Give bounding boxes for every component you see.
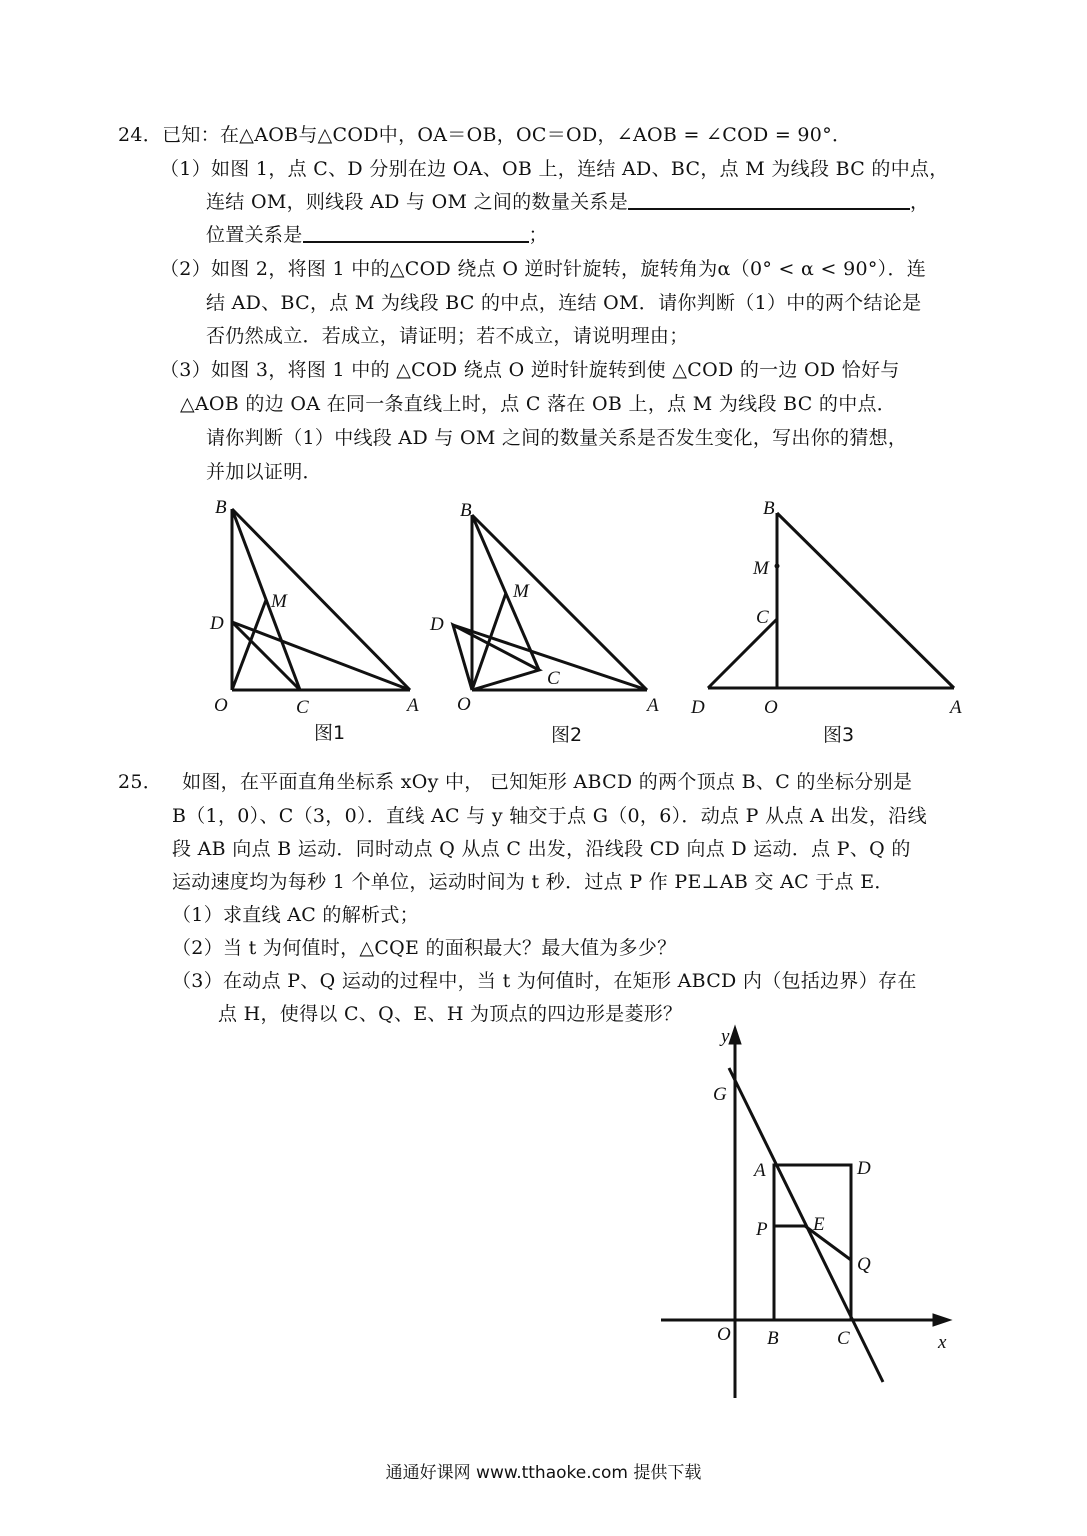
q25-part1: （1）求直线 AC 的解析式；: [172, 904, 419, 926]
page-footer: 通通好课网 www.tthaoke.com 提供下载: [385, 1463, 702, 1483]
label-G: G: [713, 1084, 727, 1105]
label-E: E: [813, 1214, 825, 1235]
segment-BC: [472, 515, 539, 670]
q24-stem-text: 已知：在△AOB与△COD中，OA＝OB，OC＝OD，∠AOB = ∠COD = 90°．: [162, 124, 852, 146]
figure-1: [200, 495, 440, 720]
label-M: M: [513, 581, 529, 602]
figure-2-caption: 图2: [551, 724, 583, 746]
label-Q: Q: [857, 1254, 871, 1275]
q25-line1-text: 如图，在平面直角坐标系 xOy 中， 已知矩形 ABCD 的两个顶点 B、C 的坐标分别是: [182, 771, 913, 793]
answer-blank-position[interactable]: [303, 223, 529, 243]
q24-part2-line1: （2）如图 2，将图 1 中的△COD 绕点 O 逆时针旋转，旋转角为α（0° < α < 90°）．连: [160, 258, 927, 280]
q24-part1-line3-end: ；: [528, 224, 548, 246]
q24-number: 24．: [118, 124, 163, 146]
label-y: y: [721, 1026, 730, 1047]
q25-line2: B（1，0）、C（3，0）．直线 AC 与 y 轴交于点 G（0，6）．动点 P 从点 A 出发，沿线: [172, 805, 927, 827]
triangle-COD: [453, 625, 539, 690]
q24-part1-line1: （1）如图 1，点 C、D 分别在边 OA、OB 上，连结 AD、BC，点 M 为线段 BC 的中点，: [160, 158, 949, 180]
figure-3: [688, 495, 978, 720]
segment-OM: [232, 600, 266, 690]
y-axis-arrow: [729, 1026, 741, 1044]
q25-line3: 段 AB 向点 B 运动．同时动点 Q 从点 C 出发，沿线段 CD 向点 D 运动．点 P、Q 的: [172, 838, 911, 860]
q24-part3-line2: △AOB 的边 OA 在同一条直线上时，点 C 落在 OB 上，点 M 为线段 BC 的中点．: [180, 393, 897, 415]
q24-part3-line1: （3）如图 3，将图 1 中的 △COD 绕点 O 逆时针旋转到使 △COD 的一边 OD 恰好与: [160, 359, 900, 381]
figure-1-caption: 图1: [314, 722, 346, 744]
label-P: P: [756, 1219, 768, 1240]
segment-CD: [232, 622, 300, 690]
label-B: B: [460, 500, 472, 521]
q24-part2-line2: 结 AD、BC，点 M 为线段 BC 的中点，连结 OM．请你判断（1）中的两个结论是: [206, 292, 922, 314]
label-A: A: [647, 695, 659, 716]
label-C: C: [837, 1328, 850, 1349]
q25-line1: [118, 769, 912, 795]
label-C: C: [756, 607, 769, 628]
q24-stem: [118, 122, 851, 148]
answer-blank-quantity[interactable]: [628, 190, 910, 210]
q24-part1-line2-end: ，: [910, 191, 930, 213]
q25-part3-line2: 点 H，使得以 C、Q、E、H 为顶点的四边形是菱形？: [218, 1003, 683, 1025]
label-D: D: [857, 1158, 871, 1179]
label-M: M: [271, 591, 287, 612]
label-A: A: [950, 697, 962, 718]
segment-CD: [708, 619, 777, 688]
segment-AB: [472, 515, 647, 690]
label-D: D: [430, 614, 444, 635]
q25-part3-line1: （3）在动点 P、Q 运动的过程中，当 t 为何值时，在矩形 ABCD 内（包括边界）存在: [172, 970, 917, 992]
label-M: M: [753, 558, 769, 579]
label-O: O: [717, 1324, 731, 1345]
label-A: A: [407, 695, 419, 716]
segment-AB: [232, 509, 410, 690]
label-O: O: [214, 695, 228, 716]
q24-part1-line2: [206, 189, 929, 215]
q24-part3-line3: 请你判断（1）中线段 AD 与 OM 之间的数量关系是否发生变化，写出你的猜想，: [206, 427, 908, 449]
label-O: O: [764, 697, 778, 718]
segment-AD: [232, 622, 410, 690]
label-B: B: [767, 1328, 779, 1349]
coordinate-figure: [655, 1020, 975, 1405]
q24-part3-line4: 并加以证明．: [206, 461, 322, 483]
q24-part1-line3-text: 位置关系是: [206, 224, 303, 246]
point-M: [775, 564, 780, 569]
figure-3-caption: 图3: [823, 724, 855, 746]
segment-EQ: [805, 1226, 851, 1260]
q25-number: 25．: [118, 771, 163, 793]
label-x: x: [938, 1332, 947, 1353]
rectangle-ABCD: [774, 1165, 851, 1320]
label-A: A: [754, 1160, 766, 1181]
label-B: B: [763, 498, 775, 519]
figure-2: [425, 495, 675, 720]
x-axis-arrow: [933, 1314, 951, 1326]
label-B: B: [215, 497, 227, 518]
q24-part1-line2-text: 连结 OM，则线段 AD 与 OM 之间的数量关系是: [206, 191, 629, 213]
label-D: D: [691, 697, 705, 718]
label-O: O: [457, 694, 471, 715]
q24-part1-line3: [206, 222, 548, 248]
q25-part2: （2）当 t 为何值时，△CQE 的面积最大？最大值为多少？: [172, 937, 677, 959]
label-C: C: [547, 668, 560, 689]
label-C: C: [296, 697, 309, 718]
label-D: D: [210, 613, 224, 634]
q25-line4: 运动速度均为每秒 1 个单位，运动时间为 t 秒．过点 P 作 PE⊥AB 交 AC 于点 E．: [172, 871, 894, 893]
q24-part2-line3: 否仍然成立．若成立，请证明；若不成立，请说明理由；: [206, 325, 689, 347]
segment-AB: [777, 513, 954, 688]
